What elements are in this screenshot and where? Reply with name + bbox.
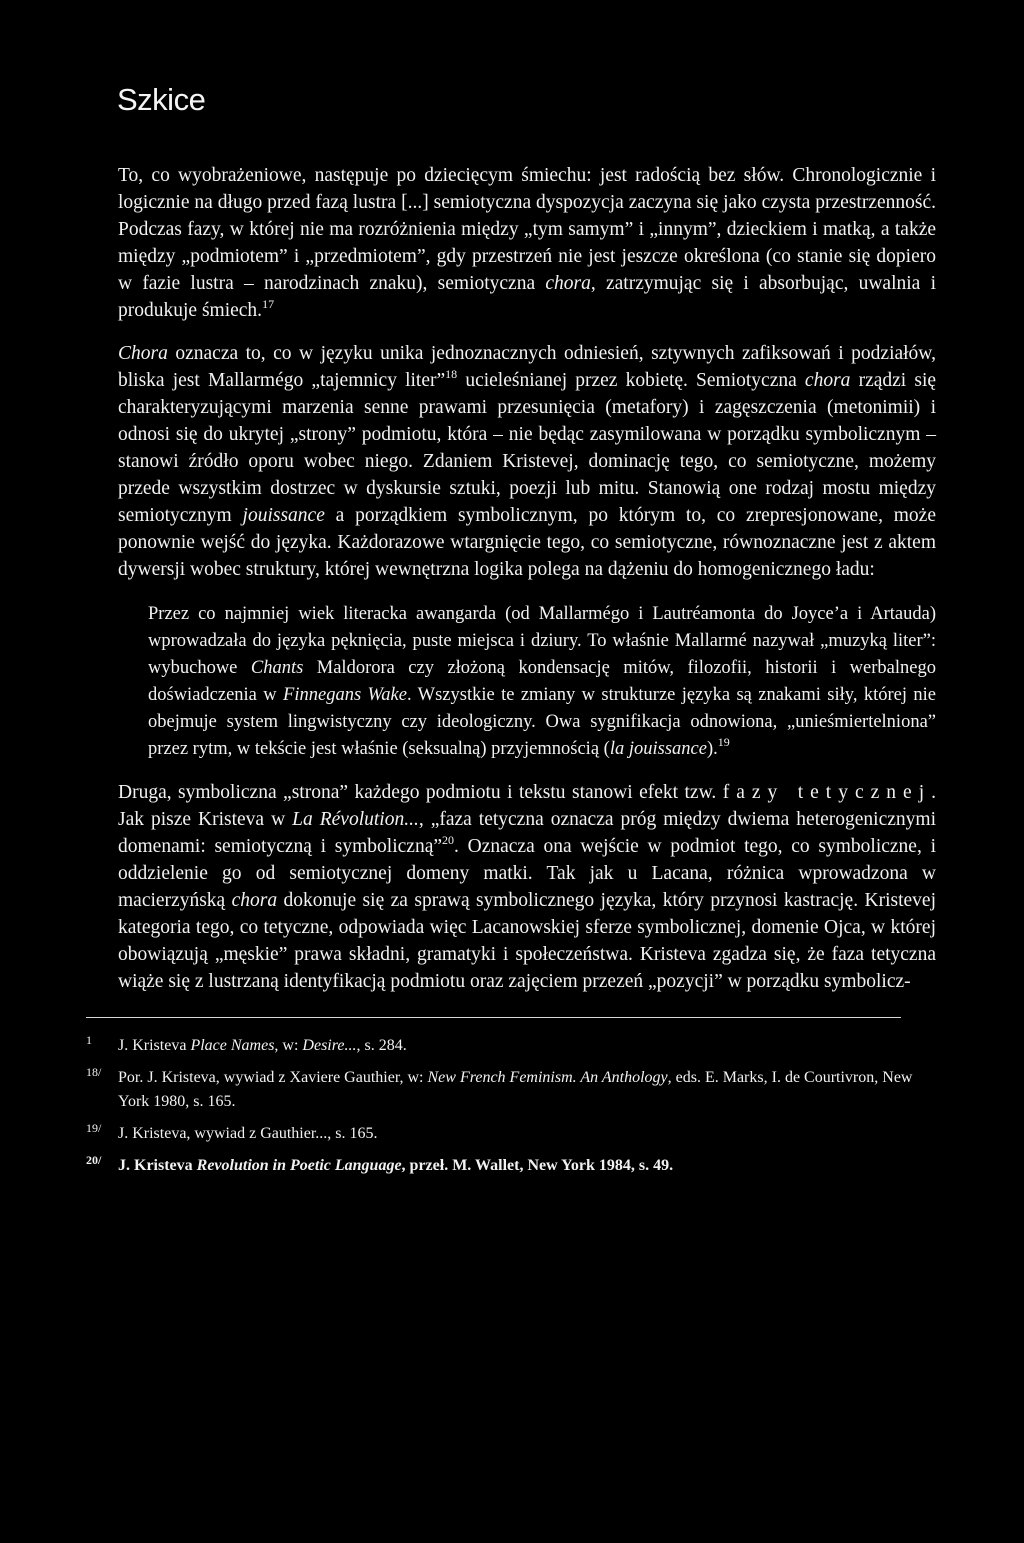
text-run: dokonuje się za sprawą symbolicznego języka, który przynosi kastrację. Kristevej kategoria tego, co tetyczne, odpowiada więc Lacanowskiej sferze symbolicznej, domenie Ojca, w której obowiązują „męskie” prawa składni, gramatyki i społeczeństwa. Kristeva zgadza się, że faza tetyczna wiąże się z lustrzaną identyfikacją podmiotu oraz zajęciem przezeń „pozycji” w porządku symbolicz- (118, 890, 936, 992)
text-run: . Jak pisze Kristeva w (118, 782, 936, 830)
footnote-text: J. Kristeva, wywiad z Gauthier..., s. 165. (118, 1125, 378, 1142)
italic-term: la jouissance (609, 739, 707, 759)
footnote-number: 19/ (86, 1121, 102, 1135)
italic-term: chora (231, 890, 278, 911)
footnote-ref: 17 (262, 297, 275, 311)
text-run: Por. J. Kristeva, wywiad z Xaviere Gauthier, w: (118, 1069, 428, 1086)
text-run: J. Kristeva (118, 1037, 191, 1054)
text-run: , w: (274, 1037, 303, 1054)
italic-title: La Révolution... (292, 809, 419, 830)
text-run: rządzi się charakteryzującymi marzenia senne prawami przesunięcia (metafory) i zagęszczenia (metonimii) i odnosi się do ukrytej „strony” podmiotu, która – nie będąc zasymilowana w porządku symbolicznym – stanowi źródło oporu wobec niego. Zdaniem Kristevej, dominację tego, co semiotyczne, możemy przede wszystkim dostrzec w dyskursie sztuki, poezji lub mitu. Stanowią one rodzaj mostu między semiotycznym (118, 370, 937, 526)
text-run: J. Kristeva (118, 1157, 197, 1174)
text-run: Druga, symboliczna „strona” każdego podmiotu i tekstu stanowi efekt tzw. (118, 782, 723, 803)
text-run: Maldorora czy złożoną kondensację mitów, filozofii, historii i werbalnego doświadczenia w (148, 658, 936, 705)
italic-term: jouissance (242, 505, 325, 526)
block-quote (118, 601, 936, 763)
italic-title: Desire... (302, 1037, 357, 1054)
footnote-mark (86, 1066, 118, 1114)
footnote-text (118, 1154, 936, 1178)
text-run: ). (706, 739, 718, 759)
footnote-divider (86, 1017, 901, 1018)
text-run: , przeł. M. Wallet, New York 1984, s. 49. (401, 1157, 674, 1174)
paragraph-3 (118, 779, 936, 995)
text-run: To, co wyobrażeniowe, następuje po dziecięcym śmiechu: jest radością bez słów. Chronologicznie i logicznie na długo przed fazą lustra [...] semiotyczna dyspozycja zaczyna się jako czysta przestrzenność. Podczas fazy, w której nie ma rozróżnienia między „tym samym” i „innym”, dzieckiem i matką, a także między „podmiotem” i „przedmiotem”, gdy przestrzeń nie jest jeszcze określona (co stanie się dopiero w fazie lustra – narodzinach znaku), semiotyczna (118, 165, 936, 294)
footnote-18 (86, 1066, 936, 1114)
text-run: Przez co najmniej wiek literacka awangarda (od Mallarmégo i Lautréamonta do Joyce’a i Artauda) wprowadzała do języka pęknięcia, puste miejsca i dziury. To właśnie Mallarmé nazywał „muzyką liter”: wybuchowe (148, 604, 936, 678)
footnotes (86, 1034, 936, 1178)
footnote-number: 20/ (86, 1153, 102, 1167)
footnote-1 (86, 1034, 936, 1058)
italic-title: Finnegans Wake (283, 685, 407, 705)
text-run: , s. 284. (356, 1037, 407, 1054)
footnote-ref: 19 (717, 735, 730, 749)
text-run: , eds. E. Marks, I. de Courtivron, New York 1980, s. 165. (118, 1069, 913, 1110)
spaced-term: fazy tetycznej (722, 782, 932, 803)
footnote-text (118, 1066, 936, 1114)
italic-title: Chants (250, 658, 304, 678)
text-run: ucieleśnianej przez kobietę. Semiotyczna (457, 370, 805, 391)
text-run: oznacza to, co w języku unika jednoznacznych odniesień, sztywnych zafiksowań i podziałów, bliska jest Mallarmégo „tajemnicy liter” (118, 343, 936, 391)
section-header: Szkice (117, 82, 206, 117)
italic-term: Chora (118, 343, 168, 364)
italic-title: Revolution in Poetic Language (196, 1157, 402, 1174)
footnote-20 (86, 1154, 936, 1178)
text-run: , „faza tetyczna oznacza próg między dwiema heterogenicznymi domenami: semiotyczną i symboliczną” (118, 809, 936, 857)
footnote-number: 18/ (86, 1065, 102, 1079)
text-run: a porządkiem symbolicznym, po którym to, co zrepresjonowane, może ponownie wejść do języka. Każdorazowe wtargnięcie tego, co semiotyczne, równoznaczne jest z aktem dywersji wobec struktury, której wewnętrzna logika polega na dążeniu do homogenicznego ładu: (118, 505, 936, 580)
italic-term: chora (545, 273, 591, 294)
footnote-ref: 18 (445, 367, 458, 381)
main-text (86, 162, 937, 1186)
italic-term: chora (804, 370, 851, 391)
footnote-number: 1 (86, 1033, 92, 1047)
text-run: . Oznacza ona wejście w podmiot tego, co symboliczne, i oddzielenie go od semiotycznej domeny matki. Tak jak u Lacana, różnica wprowadzona w macierzyńską (118, 836, 936, 911)
footnote-mark (86, 1122, 118, 1146)
text-run: . Wszystkie te zmiany w strukturze języka są znakami siły, której nie obejmuje system lingwistyczny czy ideologiczny. Owa sygnifikacja odnowiona, „unieśmiertelniona” przez rytm, w tekście jest właśnie (seksualną) przyjemnością ( (148, 685, 936, 759)
footnote-19 (86, 1122, 936, 1146)
italic-title: New French Feminism. An Anthology (427, 1069, 668, 1086)
footnote-text (118, 1034, 936, 1058)
paragraph-2 (118, 340, 936, 583)
italic-title: Place Names (190, 1037, 275, 1054)
footnote-ref: 20 (442, 833, 455, 847)
footnote-mark (86, 1154, 118, 1178)
text-run: , zatrzymując się i absorbując, uwalnia i produkuje śmiech. (118, 273, 936, 321)
paragraph-1 (118, 162, 936, 324)
footnote-mark (86, 1034, 118, 1058)
